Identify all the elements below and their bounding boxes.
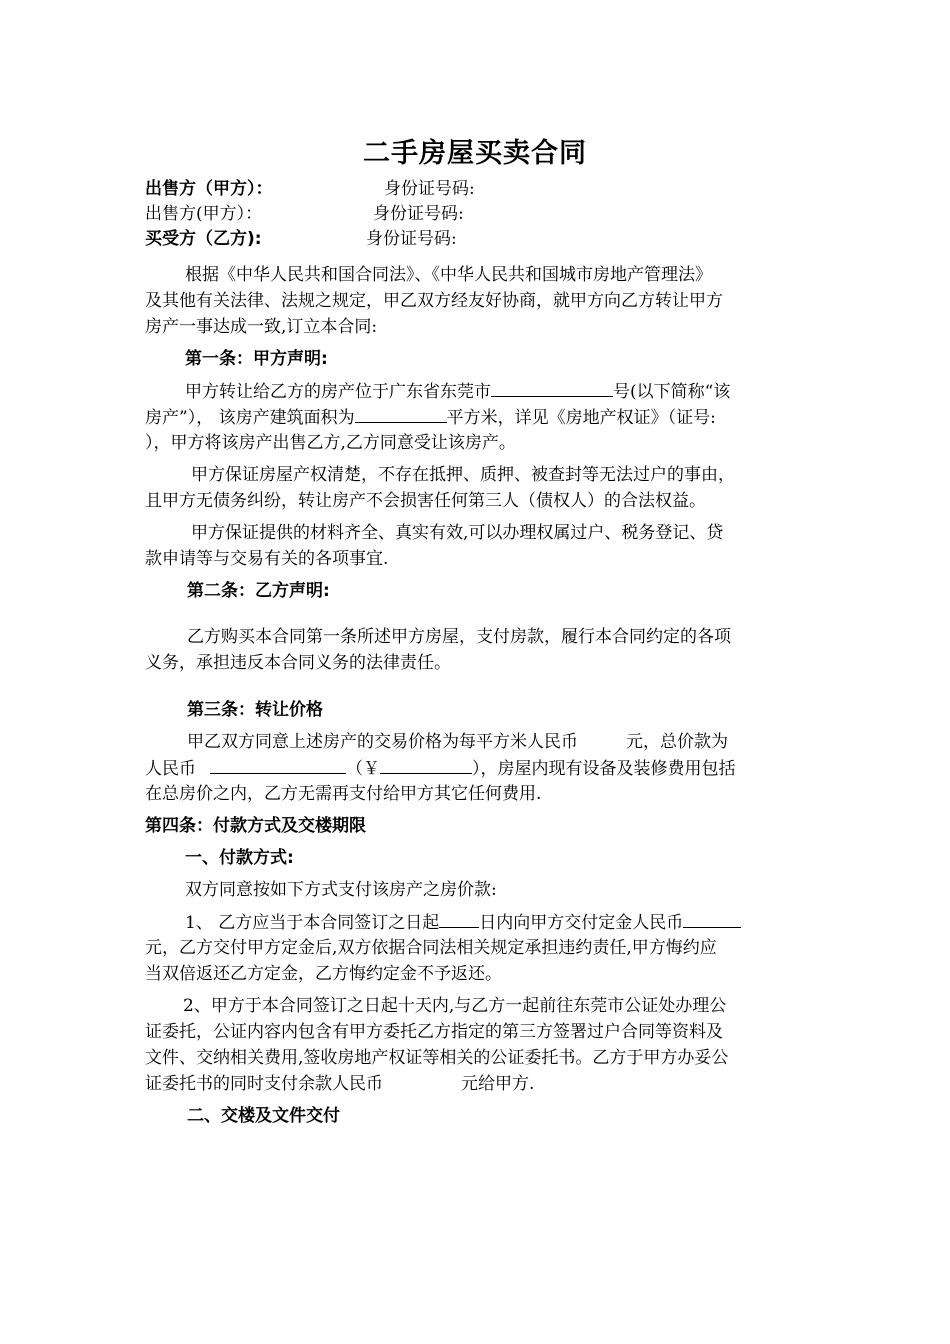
deposit-days-text: 1、 乙方应当于本合同签订之日起 bbox=[185, 913, 440, 933]
deposit-amount-text: 日内向甲方交付定金人民币 bbox=[479, 913, 684, 933]
payment-method-heading: 一、付款方式: bbox=[185, 848, 294, 868]
intro-line-1: 根据《中华人民共和国合同法》、《中华人民共和国城市房地产管理法》 bbox=[185, 265, 712, 285]
area-blank[interactable] bbox=[355, 404, 447, 423]
buyer-label: 买受方（乙方): bbox=[145, 229, 262, 249]
intro-line-2: 及其他有关法律、法规之规定，甲乙双方经友好协商，就甲方向乙方转让甲方 bbox=[145, 291, 723, 311]
address-blank[interactable] bbox=[491, 378, 613, 397]
yen-symbol-text: （￥ bbox=[346, 759, 380, 779]
article-1-cert-text: 平方米，详见《房地产权证》（证号: bbox=[446, 408, 716, 428]
handover-heading: 二、交楼及文件交付 bbox=[187, 1106, 340, 1126]
article-3-line-1 bbox=[187, 729, 728, 755]
total-price-figure-blank[interactable] bbox=[380, 755, 472, 774]
rmb-text: 人民币 bbox=[145, 759, 196, 779]
intro-line-3: 房产一事达成一致,订立本合同: bbox=[145, 317, 378, 337]
article-4-heading: 第四条：付款方式及交楼期限 bbox=[145, 816, 366, 836]
article-3-line-3: 在总房价之内，乙方无需再支付给甲方其它任何费用. bbox=[145, 784, 542, 804]
seller1-label: 出售方（甲方）： bbox=[145, 179, 273, 199]
balance-end-text: 元给甲方. bbox=[461, 1074, 535, 1094]
total-price-text: 元，总价款为 bbox=[626, 732, 728, 752]
article-1-p3-line-2: 款申请等与交易有关的各项事宜. bbox=[145, 549, 389, 569]
balance-text: 证委托书的同时支付余款人民币 bbox=[145, 1074, 383, 1094]
article-1-area-text: 房产”）， 该房产建筑面积为 bbox=[145, 408, 355, 428]
article-1-p2-line-1: 甲方保证房屋产权清楚，不存在抵押、质押、被查封等无法过户的事由， bbox=[191, 465, 735, 485]
equipment-text: ），房屋内现有设备及装修费用包括 bbox=[472, 759, 736, 779]
article-1-p1-line-1 bbox=[185, 378, 730, 405]
payment-item-1-line-2: 元，乙方交付甲方定金后,双方依据合同法相关规定承担违约责任,甲方悔约应 bbox=[145, 938, 717, 958]
article-2-line-1: 乙方购买本合同第一条所述甲方房屋，支付房款，履行本合同约定的各项 bbox=[187, 627, 731, 647]
article-1-number-text: 号(以下简称“该 bbox=[613, 382, 731, 402]
article-1-heading: 第一条：甲方声明: bbox=[185, 349, 328, 369]
article-3-line-2 bbox=[145, 755, 736, 782]
page-title: 二手房屋买卖合同 bbox=[363, 138, 587, 169]
deposit-days-blank[interactable] bbox=[439, 909, 479, 928]
article-1-p1-line-2 bbox=[145, 404, 716, 431]
buyer-id-label: 身份证号码: bbox=[366, 229, 457, 249]
article-2-line-2: 义务，承担违反本合同义务的法律责任。 bbox=[145, 653, 451, 673]
article-3-heading: 第三条：转让价格 bbox=[187, 700, 323, 720]
seller2-label: 出售方(甲方）： bbox=[145, 204, 263, 224]
total-price-blank[interactable] bbox=[210, 755, 346, 774]
payment-item-1-line-1 bbox=[185, 909, 741, 936]
payment-item-2-line-4 bbox=[145, 1071, 534, 1097]
seller2-id-label: 身份证号码: bbox=[373, 204, 464, 224]
seller1-id-label: 身份证号码: bbox=[384, 179, 475, 199]
payment-intro: 双方同意按如下方式支付该房产之房价款: bbox=[185, 880, 497, 900]
article-1-p3-line-1: 甲方保证提供的材料齐全、真实有效,可以办理权属过户、税务登记、贷 bbox=[191, 523, 724, 543]
unit-price-text: 甲乙双方同意上述房产的交易价格为每平方米人民币 bbox=[187, 732, 578, 752]
payment-item-1-line-3: 当双倍返还乙方定金，乙方悔约定金不予返还。 bbox=[145, 964, 502, 984]
article-1-p1-line-3: ），甲方将该房产出售乙方,乙方同意受让该房产。 bbox=[145, 433, 516, 453]
deposit-amount-blank[interactable] bbox=[683, 909, 741, 928]
article-2-heading: 第二条：乙方声明: bbox=[187, 581, 330, 601]
article-1-location-text: 甲方转让给乙方的房产位于广东省东莞市 bbox=[185, 382, 491, 402]
article-1-p2-line-2: 且甲方无债务纠纷，转让房产不会损害任何第三人（债权人）的合法权益。 bbox=[145, 491, 706, 511]
payment-item-2-line-2: 证委托，公证内容内包含有甲方委托乙方指定的第三方签署过户合同等资料及 bbox=[145, 1022, 723, 1042]
payment-item-2-line-1: 2、甲方于本合同签订之日起十天内,与乙方一起前往东莞市公证处办理公 bbox=[183, 996, 727, 1016]
payment-item-2-line-3: 文件、交纳相关费用,签收房地产权证等相关的公证委托书。乙方于甲方办妥公 bbox=[145, 1048, 729, 1068]
